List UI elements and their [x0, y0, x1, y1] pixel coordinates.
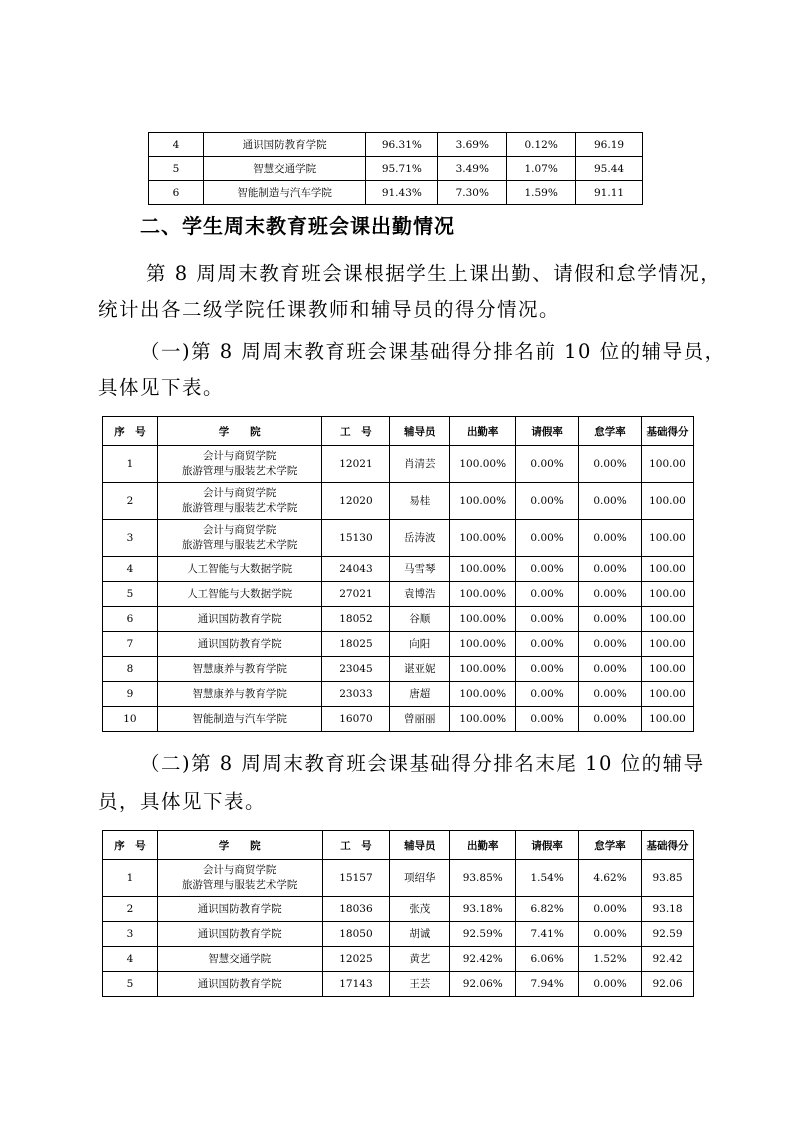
- rank-cell: 1: [103, 860, 158, 897]
- column-header: 学 院: [157, 831, 322, 860]
- college-cell: [157, 483, 322, 520]
- top10-counselor-table: [102, 416, 694, 732]
- table-cell: 智能制造与汽车学院: [203, 181, 366, 205]
- absent-cell: 0.00%: [579, 972, 642, 997]
- subsection-title: 具体见下表。: [98, 376, 225, 399]
- column-header: 序 号: [103, 417, 158, 446]
- college-name: 通识国防教育学院: [197, 637, 282, 650]
- table-row: [103, 972, 694, 997]
- table-row: [103, 922, 694, 947]
- college-cell: [157, 972, 322, 997]
- id-cell: 18025: [322, 632, 390, 657]
- table-cell: 91.43%: [366, 181, 438, 205]
- column-header: 基础得分: [641, 831, 693, 860]
- id-cell: 17143: [322, 972, 390, 997]
- paragraph-line: 统计出各二级学院任课教师和辅导员的得分情况。: [98, 298, 561, 321]
- college-cell: [157, 922, 322, 947]
- name-cell: 谷顺: [390, 607, 450, 632]
- absent-cell: 4.62%: [579, 860, 642, 897]
- attend-cell: 100.00%: [450, 483, 516, 520]
- rank-cell: 2: [103, 483, 158, 520]
- college-name: 会计与商贸学院: [202, 524, 277, 536]
- name-cell: 马雪琴: [390, 557, 450, 582]
- absent-cell: 0.00%: [579, 707, 642, 732]
- name-cell: 张茂: [390, 897, 450, 922]
- section-heading: 二、学生周末教育班会课出勤情况: [140, 214, 455, 238]
- name-cell: 唐超: [390, 682, 450, 707]
- table-row: [103, 607, 694, 632]
- column-header: 怠学率: [579, 831, 642, 860]
- score-cell: 92.59: [641, 922, 693, 947]
- rank-cell: 8: [103, 657, 158, 682]
- college-cell: [157, 632, 322, 657]
- table-cell: 95.71%: [366, 157, 438, 181]
- id-cell: 12021: [322, 446, 390, 483]
- leave-cell: 0.00%: [516, 446, 579, 483]
- table-row: [149, 157, 643, 181]
- leave-cell: 0.00%: [516, 707, 579, 732]
- table-cell: 96.19: [576, 133, 643, 157]
- score-cell: 100.00: [641, 607, 693, 632]
- table-cell: 0.12%: [507, 133, 576, 157]
- college-name: 会计与商贸学院: [202, 450, 277, 462]
- rank-cell: 4: [103, 557, 158, 582]
- absent-cell: 0.00%: [579, 657, 642, 682]
- table-cell: 3.49%: [438, 157, 507, 181]
- leave-cell: 7.41%: [516, 922, 579, 947]
- leave-cell: 6.82%: [516, 897, 579, 922]
- absent-cell: 0.00%: [579, 582, 642, 607]
- column-header: 出勤率: [450, 831, 516, 860]
- column-header: 请假率: [516, 417, 579, 446]
- attend-cell: 100.00%: [450, 520, 516, 557]
- column-header: 辅导员: [390, 831, 450, 860]
- id-cell: 15130: [322, 520, 390, 557]
- name-cell: 肖清芸: [390, 446, 450, 483]
- attend-cell: 93.85%: [450, 860, 516, 897]
- id-cell: 18036: [322, 897, 390, 922]
- college-name: 通识国防教育学院: [197, 977, 282, 990]
- table-cell: 3.69%: [438, 133, 507, 157]
- table-row: [103, 707, 694, 732]
- table-row: [149, 133, 643, 157]
- column-header: 学 院: [157, 417, 322, 446]
- id-cell: 27021: [322, 582, 390, 607]
- column-header: 出勤率: [450, 417, 516, 446]
- attend-cell: 100.00%: [450, 607, 516, 632]
- name-cell: 岳涛波: [390, 520, 450, 557]
- table-header-row: [103, 831, 694, 860]
- leave-cell: 6.06%: [516, 947, 579, 972]
- leave-cell: 0.00%: [516, 557, 579, 582]
- rank-cell: 3: [103, 922, 158, 947]
- score-cell: 93.85: [641, 860, 693, 897]
- rank-cell: 2: [103, 897, 158, 922]
- attend-cell: 92.06%: [450, 972, 516, 997]
- rank-cell: 5: [103, 972, 158, 997]
- subsection-title: （二)第 8 周周末教育班会课基础得分排名末尾 10 位的辅导: [140, 752, 705, 775]
- leave-cell: 0.00%: [516, 483, 579, 520]
- score-cell: 100.00: [641, 520, 693, 557]
- college-name: 人工智能与大数据学院: [187, 562, 293, 575]
- table-cell: 7.30%: [438, 181, 507, 205]
- rank-cell: 4: [103, 947, 158, 972]
- score-cell: 100.00: [641, 707, 693, 732]
- table-cell: 智慧交通学院: [203, 157, 366, 181]
- college-name: 旅游管理与服装艺术学院: [181, 539, 298, 551]
- table-header-row: [103, 417, 694, 446]
- rank-cell: 1: [103, 446, 158, 483]
- id-cell: 24043: [322, 557, 390, 582]
- leave-cell: 1.54%: [516, 860, 579, 897]
- table-row: [103, 446, 694, 483]
- leave-cell: 0.00%: [516, 582, 579, 607]
- college-cell: [157, 707, 322, 732]
- leave-cell: 0.00%: [516, 520, 579, 557]
- subsection-title: 员，具体见下表。: [98, 790, 267, 813]
- attend-cell: 93.18%: [450, 897, 516, 922]
- absent-cell: 1.52%: [579, 947, 642, 972]
- table-cell: 1.07%: [507, 157, 576, 181]
- table-row: [103, 657, 694, 682]
- leave-cell: 0.00%: [516, 682, 579, 707]
- score-cell: 100.00: [641, 582, 693, 607]
- name-cell: 胡诚: [390, 922, 450, 947]
- absent-cell: 0.00%: [579, 607, 642, 632]
- college-name: 通识国防教育学院: [197, 927, 282, 940]
- leave-cell: 0.00%: [516, 632, 579, 657]
- college-cell: [157, 557, 322, 582]
- leave-cell: 0.00%: [516, 607, 579, 632]
- college-cell: [157, 520, 322, 557]
- column-header: 工 号: [322, 417, 390, 446]
- score-cell: 100.00: [641, 557, 693, 582]
- table-cell: 6: [149, 181, 204, 205]
- table-cell: 95.44: [576, 157, 643, 181]
- college-name: 旅游管理与服装艺术学院: [181, 879, 298, 891]
- college-name: 智慧康养与教育学院: [192, 662, 287, 675]
- absent-cell: 0.00%: [579, 483, 642, 520]
- college-name: 通识国防教育学院: [197, 902, 282, 915]
- id-cell: 16070: [322, 707, 390, 732]
- table-row: [103, 632, 694, 657]
- id-cell: 15157: [322, 860, 390, 897]
- table-row: [149, 181, 643, 205]
- table-cell: 1.59%: [507, 181, 576, 205]
- score-cell: 93.18: [641, 897, 693, 922]
- column-header: 序 号: [103, 831, 158, 860]
- college-name: 智慧交通学院: [208, 952, 272, 965]
- attend-cell: 100.00%: [450, 707, 516, 732]
- absent-cell: 0.00%: [579, 632, 642, 657]
- leave-cell: 7.94%: [516, 972, 579, 997]
- college-cell: [157, 446, 322, 483]
- college-summary-table: [148, 132, 643, 205]
- college-cell: [157, 657, 322, 682]
- score-cell: 100.00: [641, 657, 693, 682]
- id-cell: 12025: [322, 947, 390, 972]
- name-cell: 王芸: [390, 972, 450, 997]
- college-cell: [157, 947, 322, 972]
- attend-cell: 100.00%: [450, 657, 516, 682]
- table-row: [103, 520, 694, 557]
- column-header: 怠学率: [579, 417, 642, 446]
- paragraph-line: 第 8 周周末教育班会课根据学生上课出勤、请假和怠学情况，: [146, 262, 722, 285]
- attend-cell: 100.00%: [450, 582, 516, 607]
- absent-cell: 0.00%: [579, 557, 642, 582]
- id-cell: 18052: [322, 607, 390, 632]
- absent-cell: 0.00%: [579, 446, 642, 483]
- table-row: [103, 897, 694, 922]
- score-cell: 100.00: [641, 682, 693, 707]
- name-cell: 黄艺: [390, 947, 450, 972]
- bottom10-counselor-table: [102, 830, 694, 997]
- subsection-title: （一)第 8 周周末教育班会课基础得分排名前 10 位的辅导员，: [140, 340, 726, 363]
- college-cell: [157, 860, 322, 897]
- rank-cell: 6: [103, 607, 158, 632]
- attend-cell: 92.42%: [450, 947, 516, 972]
- id-cell: 18050: [322, 922, 390, 947]
- college-name: 人工智能与大数据学院: [187, 587, 293, 600]
- college-name: 会计与商贸学院: [202, 864, 277, 876]
- score-cell: 100.00: [641, 483, 693, 520]
- college-cell: [157, 582, 322, 607]
- column-header: 辅导员: [390, 417, 450, 446]
- college-name: 旅游管理与服装艺术学院: [181, 502, 298, 514]
- table-row: [103, 483, 694, 520]
- table-row: [103, 582, 694, 607]
- rank-cell: 9: [103, 682, 158, 707]
- score-cell: 92.06: [641, 972, 693, 997]
- rank-cell: 5: [103, 582, 158, 607]
- absent-cell: 0.00%: [579, 922, 642, 947]
- table-row: [103, 557, 694, 582]
- attend-cell: 100.00%: [450, 632, 516, 657]
- college-name: 通识国防教育学院: [197, 612, 282, 625]
- rank-cell: 3: [103, 520, 158, 557]
- column-header: 工 号: [322, 831, 390, 860]
- attend-cell: 100.00%: [450, 446, 516, 483]
- college-name: 会计与商贸学院: [202, 487, 277, 499]
- college-cell: [157, 607, 322, 632]
- table-cell: 4: [149, 133, 204, 157]
- name-cell: 向阳: [390, 632, 450, 657]
- attend-cell: 100.00%: [450, 682, 516, 707]
- absent-cell: 0.00%: [579, 682, 642, 707]
- college-name: 智慧康养与教育学院: [192, 687, 287, 700]
- absent-cell: 0.00%: [579, 897, 642, 922]
- id-cell: 23045: [322, 657, 390, 682]
- college-name: 旅游管理与服装艺术学院: [181, 465, 298, 477]
- name-cell: 谌亚妮: [390, 657, 450, 682]
- rank-cell: 7: [103, 632, 158, 657]
- name-cell: 项绍华: [390, 860, 450, 897]
- college-cell: [157, 682, 322, 707]
- name-cell: 袁博浩: [390, 582, 450, 607]
- id-cell: 12020: [322, 483, 390, 520]
- score-cell: 100.00: [641, 632, 693, 657]
- table-cell: 91.11: [576, 181, 643, 205]
- column-header: 请假率: [516, 831, 579, 860]
- attend-cell: 100.00%: [450, 557, 516, 582]
- table-row: [103, 860, 694, 897]
- table-cell: 通识国防教育学院: [203, 133, 366, 157]
- table-cell: 5: [149, 157, 204, 181]
- absent-cell: 0.00%: [579, 520, 642, 557]
- name-cell: 易桂: [390, 483, 450, 520]
- attend-cell: 92.59%: [450, 922, 516, 947]
- college-name: 智能制造与汽车学院: [192, 712, 287, 725]
- leave-cell: 0.00%: [516, 657, 579, 682]
- table-cell: 96.31%: [366, 133, 438, 157]
- score-cell: 92.42: [641, 947, 693, 972]
- table-row: [103, 682, 694, 707]
- id-cell: 23033: [322, 682, 390, 707]
- table-row: [103, 947, 694, 972]
- rank-cell: 10: [103, 707, 158, 732]
- name-cell: 曾丽丽: [390, 707, 450, 732]
- score-cell: 100.00: [641, 446, 693, 483]
- college-cell: [157, 897, 322, 922]
- column-header: 基础得分: [641, 417, 693, 446]
